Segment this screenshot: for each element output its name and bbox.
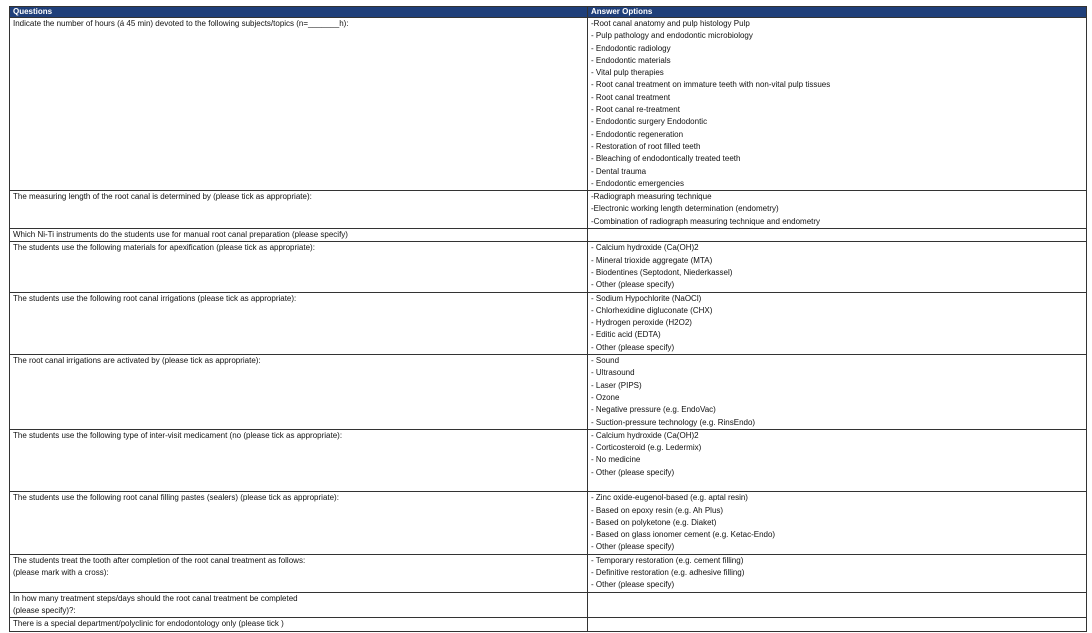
- answer-options-column-header: Answer Options: [588, 7, 1087, 18]
- answer-option: -Root canal anatomy and pulp histology Pulp: [591, 19, 750, 28]
- question-text: The students use the following root canal filling pastes (sealers) (please tick as appropriate):: [13, 493, 339, 503]
- question-cell: [10, 618, 588, 631]
- answer-option: - Root canal treatment: [591, 92, 671, 102]
- answer-option: - Endodontic surgery Endodontic: [591, 117, 708, 127]
- answer-option: - Vital pulp therapies: [591, 68, 664, 78]
- table-row: [10, 292, 1087, 354]
- answer-option: - Temporary restoration (e.g. cement filling): [591, 555, 744, 565]
- answer-option: - Calcium hydroxide (Ca(OH)2: [591, 430, 699, 440]
- question-text: The root canal irrigations are activated by (please tick as appropriate):: [13, 356, 261, 366]
- answer-options-cell: [588, 242, 1087, 292]
- question-text: (please specify)?:: [13, 605, 76, 615]
- answer-option: - Chlorhexidine digluconate (CHX): [591, 305, 713, 315]
- answer-option: - Suction-pressure technology (e.g. RinsEndo): [591, 417, 756, 427]
- answer-option: - Sound: [591, 356, 620, 366]
- answer-option: - Based on epoxy resin (e.g. Ah Plus): [591, 505, 724, 515]
- answer-option: -Radiograph measuring technique: [591, 192, 712, 202]
- answer-option: - Other (please specify): [591, 280, 675, 290]
- answer-options-cell: [588, 492, 1087, 554]
- answer-option: - Bleaching of endodontically treated teeth: [591, 154, 741, 164]
- table-header-row: [10, 7, 1087, 18]
- questionnaire-sheet: [9, 6, 1086, 632]
- table-row: [10, 554, 1087, 592]
- answer-option: - Hydrogen peroxide (H2O2): [591, 318, 692, 328]
- answer-option: - Ultrasound: [591, 368, 635, 378]
- answer-option: - Zinc oxide-eugenol-based (e.g. aptal resin): [591, 493, 748, 503]
- answer-option: - Mineral trioxide aggregate (MTA): [591, 255, 713, 265]
- answer-option: - Endodontic regeneration: [591, 129, 684, 139]
- question-text: There is a special department/polyclinic for endodontology only (please tick ): [13, 619, 284, 629]
- question-cell: [10, 191, 588, 229]
- answer-option: - Based on glass ionomer cement (e.g. Ketac-Endo): [591, 530, 776, 540]
- answer-option: - Based on polyketone (e.g. Diaket): [591, 517, 717, 527]
- answer-options-cell: [588, 229, 1087, 242]
- answer-option: - Endodontic materials: [591, 55, 671, 65]
- questionnaire-body: [10, 18, 1087, 632]
- question-text: The students use the following root canal irrigations (please tick as appropriate):: [13, 293, 297, 303]
- table-row: [10, 592, 1087, 618]
- answer-option: - Root canal treatment on immature teeth with non-vital pulp tissues: [591, 80, 831, 90]
- question-text: In how many treatment steps/days should the root canal treatment be completed: [13, 593, 298, 603]
- question-cell: [10, 242, 588, 292]
- answer-option: - Calcium hydroxide (Ca(OH)2: [591, 243, 699, 253]
- answer-option: - Laser (PIPS): [591, 380, 642, 390]
- answer-options-cell: [588, 355, 1087, 430]
- answer-options-cell: [588, 618, 1087, 631]
- answer-option: - Endodontic emergencies: [591, 178, 684, 188]
- questions-column-header: Questions: [10, 7, 588, 18]
- answer-options-cell: [588, 554, 1087, 592]
- answer-option: - No medicine: [591, 455, 641, 465]
- answer-options-cell: [588, 292, 1087, 354]
- question-text: (please mark with a cross):: [13, 568, 109, 578]
- answer-option: -Combination of radiograph measuring technique and endometry: [591, 216, 821, 226]
- answer-option: - Dental trauma: [591, 166, 647, 176]
- question-text: Which Ni-Ti instruments do the students use for manual root canal preparation (please specify): [13, 230, 348, 240]
- question-cell: [10, 592, 588, 618]
- answer-option: - Other (please specify): [591, 342, 675, 352]
- table-row: [10, 191, 1087, 229]
- answer-option: - Restoration of root filled teeth: [591, 141, 701, 151]
- table-row: [10, 18, 1087, 191]
- question-cell: [10, 355, 588, 430]
- answer-options-cell: [588, 18, 1087, 191]
- answer-option: - Negative pressure (e.g. EndoVac): [591, 405, 716, 415]
- question-cell: [10, 229, 588, 242]
- answer-options-cell: [588, 592, 1087, 618]
- question-text: The students treat the tooth after completion of the root canal treatment as follows:: [13, 555, 306, 565]
- question-cell: [10, 429, 588, 491]
- questionnaire-table: [9, 6, 1087, 632]
- answer-option: - Ozone: [591, 392, 620, 402]
- answer-option: -Electronic working length determination (endometry): [591, 204, 779, 214]
- table-row: [10, 355, 1087, 430]
- answer-option: - Biodentines (Septodont, Niederkassel): [591, 267, 733, 277]
- table-row: [10, 229, 1087, 242]
- answer-option: - Sodium Hypochlorite (NaOCl): [591, 293, 702, 303]
- answer-option: - Other (please specify): [591, 467, 675, 477]
- answer-option: - Editic acid (EDTA): [591, 330, 661, 340]
- answer-option: - Other (please specify): [591, 542, 675, 552]
- answer-options-cell: [588, 191, 1087, 229]
- question-text: The students use the following materials for apexification (please tick as appropriate):: [13, 243, 315, 253]
- answer-option: - Definitive restoration (e.g. adhesive filling): [591, 568, 745, 578]
- question-cell: [10, 554, 588, 592]
- question-cell: [10, 292, 588, 354]
- answer-option: - Other (please specify): [591, 580, 675, 590]
- table-row: [10, 429, 1087, 491]
- question-text: The students use the following type of inter-visit medicament (no (please tick as appropriate):: [13, 430, 343, 440]
- question-text: Indicate the number of hours (á 45 min) devoted to the following subjects/topics (n=_______h):: [13, 19, 349, 28]
- answer-option: - Pulp pathology and endodontic microbiology: [591, 31, 753, 41]
- table-row: [10, 618, 1087, 631]
- answer-option: [591, 479, 1083, 491]
- table-row: [10, 242, 1087, 292]
- question-text: The measuring length of the root canal is determined by (please tick as appropriate):: [13, 192, 312, 202]
- question-cell: [10, 492, 588, 554]
- answer-option: - Endodontic radiology: [591, 43, 671, 53]
- answer-option: - Corticosteroid (e.g. Ledermix): [591, 443, 702, 453]
- question-cell: [10, 18, 588, 191]
- answer-option: - Root canal re-treatment: [591, 105, 680, 115]
- table-row: [10, 492, 1087, 554]
- answer-options-cell: [588, 429, 1087, 491]
